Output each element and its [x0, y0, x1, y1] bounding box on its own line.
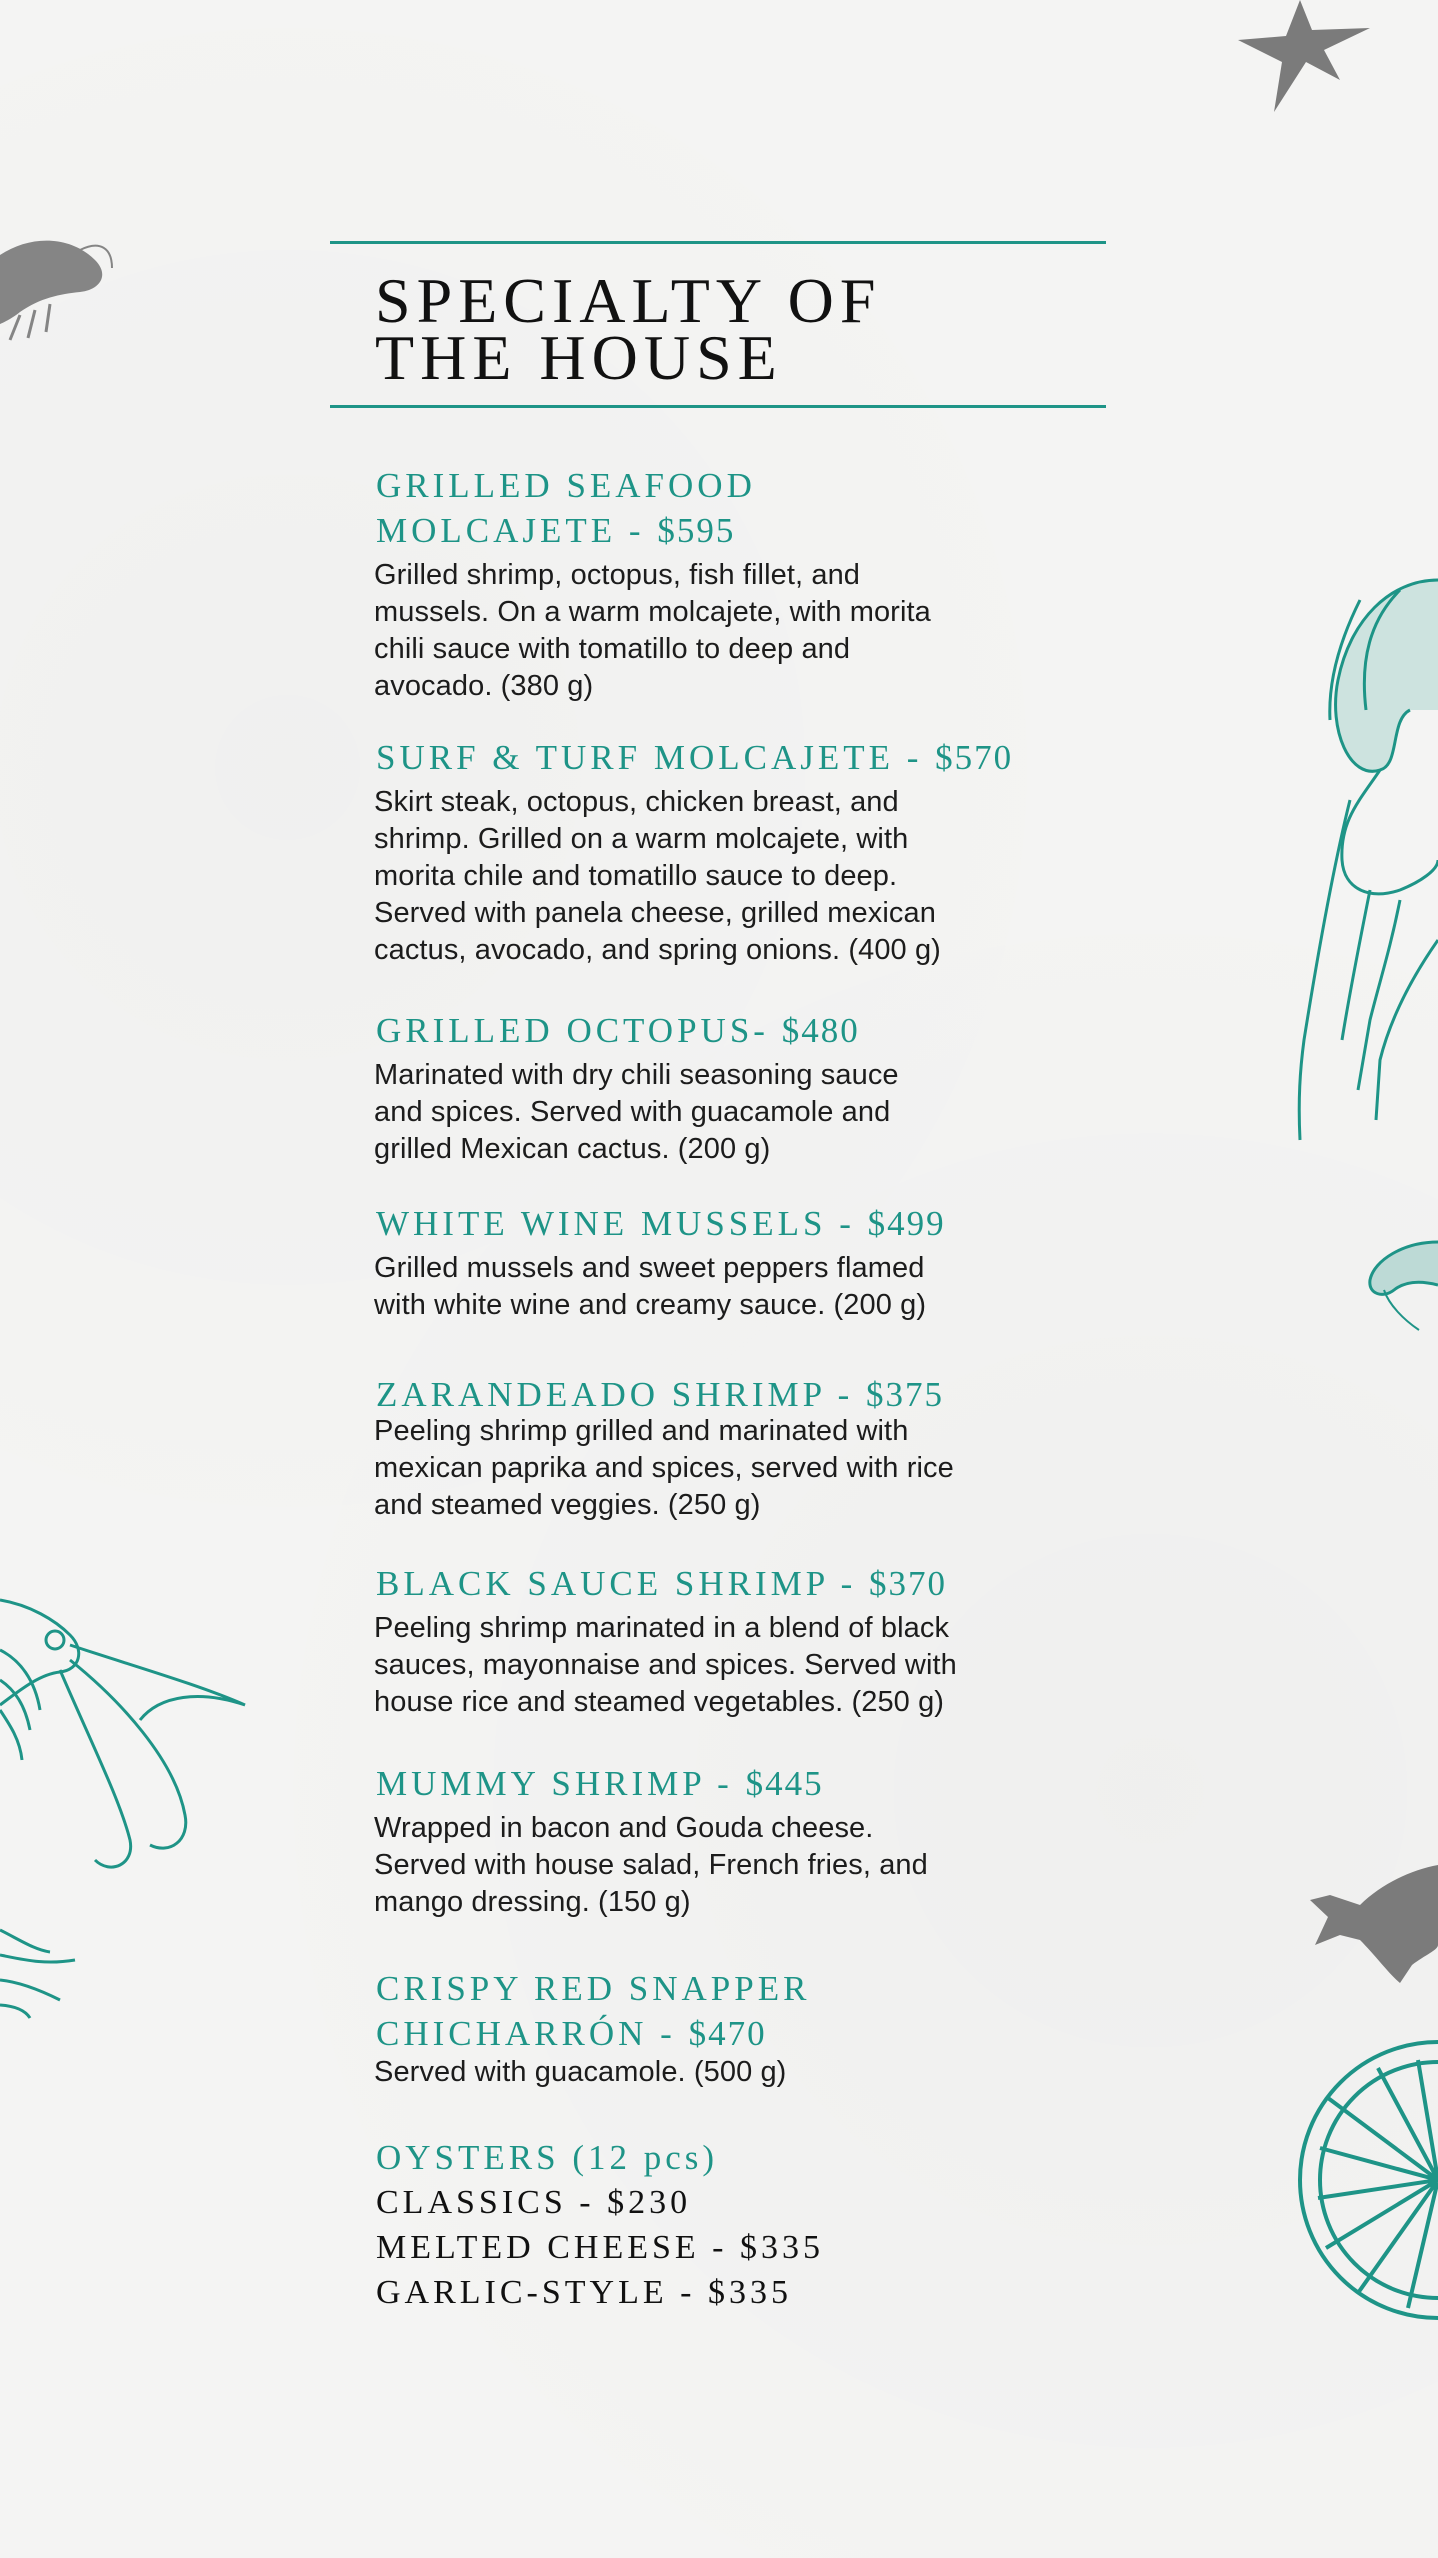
menu-item-grilled-seafood-molcajete: [376, 463, 1076, 705]
menu-item-zarandeado-shrimp: [376, 1372, 1076, 1524]
header-bottom-rule: [330, 405, 1106, 408]
item-price: $445: [745, 1764, 824, 1803]
crab-claw-icon: [1364, 1240, 1438, 1340]
menu-item-black-sauce-shrimp: [376, 1561, 1076, 1721]
starfish-icon: [1230, 0, 1380, 130]
title-line-2: THE HOUSE: [375, 322, 783, 393]
item-title: CRISPY RED SNAPPER CHICHARRÓN - $470: [376, 1969, 811, 2053]
item-description: Peeling shrimp marinated in a blend of black sauces, mayonnaise and spices. Served with house rice and steamed vegetables. (250 g): [374, 1612, 957, 1718]
item-description: Wrapped in bacon and Gouda cheese. Served with house salad, French fries, and mango dressing. (150 g): [374, 1812, 928, 1918]
oyster-option-garlic-style: GARLIC-STYLE - $335: [376, 2274, 792, 2311]
item-description: Marinated with dry chili seasoning sauce and spices. Served with guacamole and grilled Mexican cactus. (200 g): [374, 1059, 899, 1165]
item-price: $480: [781, 1011, 860, 1050]
item-price: $230: [607, 2184, 692, 2221]
header-top-rule: [330, 241, 1106, 244]
item-title: SURF & TURF MOLCAJETE - $570: [376, 738, 1014, 777]
page-title: [375, 265, 1075, 393]
item-title: MUMMY SHRIMP - $445: [376, 1764, 824, 1803]
menu-item-grilled-octopus: [376, 1008, 1076, 1168]
item-title: GRILLED SEAFOOD MOLCAJETE - $595: [376, 466, 756, 550]
item-price: $570: [935, 738, 1014, 777]
item-title: ZARANDEADO SHRIMP - $375: [376, 1375, 944, 1414]
item-description: Skirt steak, octopus, chicken breast, and shrimp. Grilled on a warm molcajete, with morita chile and tomatillo sauce to deep. Served with panela cheese, grilled mexican cactus, avocado, and spring onions. (400 g): [374, 786, 941, 966]
item-price: $370: [869, 1564, 948, 1603]
oysters-title: OYSTERS (12 pcs): [376, 2138, 719, 2177]
item-title: WHITE WINE MUSSELS - $499: [376, 1204, 946, 1243]
item-title: BLACK SAUCE SHRIMP - $370: [376, 1564, 948, 1603]
oyster-option-melted-cheese: MELTED CHEESE - $335: [376, 2229, 825, 2266]
menu-item-white-wine-mussels: [376, 1201, 1076, 1324]
item-price: $375: [865, 1375, 944, 1414]
lobster-icon: [1280, 560, 1438, 1160]
item-price: $335: [707, 2274, 792, 2311]
item-description: Grilled mussels and sweet peppers flamed with white wine and creamy sauce. (200 g): [374, 1252, 927, 1321]
shrimp-icon: [0, 220, 120, 350]
item-title: GRILLED OCTOPUS- $480: [376, 1011, 860, 1050]
oyster-option-classics: CLASSICS - $230: [376, 2184, 692, 2221]
menu-item-mummy-shrimp: [376, 1761, 1076, 1921]
item-description: Served with guacamole. (500 g): [374, 2056, 787, 2088]
item-price: $499: [867, 1204, 946, 1243]
item-price: $335: [740, 2229, 825, 2266]
item-description: Peeling shrimp grilled and marinated with mexican paprika and spices, served with rice and steamed veggies. (250 g): [374, 1415, 954, 1521]
fish-icon: [1300, 1855, 1438, 1990]
menu-item-surf-turf-molcajete: [376, 735, 1076, 969]
item-description: Grilled shrimp, octopus, fish fillet, and mussels. On a warm molcajete, with morita chili sauce with tomatillo to deep and avocado. (380 g): [374, 559, 931, 702]
item-price: $470: [688, 2014, 767, 2053]
oysters-section: [376, 2135, 1076, 2315]
lemon-slice-icon: [1298, 2038, 1438, 2323]
seaweed-icon: [0, 1910, 80, 2020]
prawn-icon: [0, 1590, 260, 1880]
item-price: $595: [657, 511, 736, 550]
menu-item-crispy-red-snapper: [376, 1966, 1076, 2091]
title-line-1: SPECIALTY OF: [375, 265, 882, 336]
